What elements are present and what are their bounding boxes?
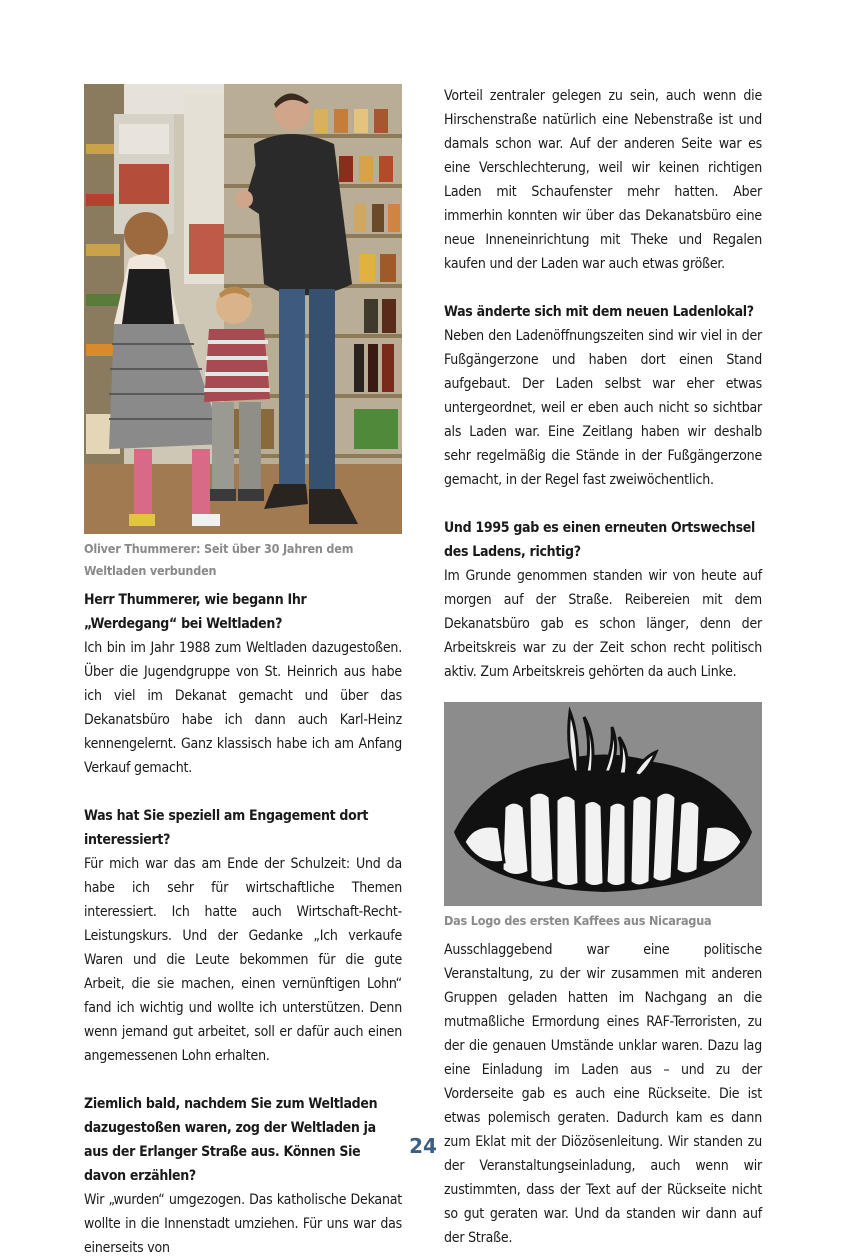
question-4: Was änderte sich mit dem neuen Ladenlokal? [444, 304, 754, 320]
answer-4: Neben den Ladenöffnungszeiten sind wir viel in der Fußgängerzone und haben dort einen Stand aufgebaut. Der Laden selbst war eher etwas untergeordnet, weil er eben auch nicht so sichtbar als Laden war. Eine Zeitlang haben wir deshalb sehr regelmäßig die Stände in der Fußgängerzone gemacht, in der Regel fast zweiwöchentlich. [444, 328, 762, 488]
question-3: Ziemlich bald, nachdem Sie zum Weltladen dazugestoßen waren, zog der Weltladen ja aus der Erlanger Straße aus. Können Sie davon erzählen? [84, 1096, 378, 1184]
question-5: Und 1995 gab es einen erneuten Ortswechsel des Ladens, richtig? [444, 520, 756, 560]
answer-3: Wir „wurden“ umgezogen. Das katholische Dekanat wollte in die Innenstadt umziehen. Für uns war das einerseits von [84, 1192, 402, 1256]
nicaragua-coffee-logo [444, 702, 762, 906]
question-2: Was hat Sie speziell am Engagement dort interessiert? [84, 808, 369, 848]
answer-6: Ausschlaggebend war eine politische Veranstaltung, zu der wir zusammen mit anderen Gruppen geladen hatten im Nachgang an die mutmaßliche Ermordung eines RAF-Terroristen, zu der die genauen Umstände unklar waren. Dazu lag eine Einladung im Laden aus – und zu der Vorderseite gab es auch eine Rückseite. Die ist etwas polemisch geraten. Dadurch kam es dann zum Eklat mit der Diözösenleitung. Wir standen zu der Veranstaltungseinladung, auch wenn wir zustimmten, dass der Text auf der Rückseite nicht so gut geraten war. Und da standen wir dann auf der Straße. [444, 942, 762, 1246]
left-column [84, 84, 402, 1260]
hands-seedling-logo [444, 702, 762, 906]
answer-3-continued: Vorteil zentraler gelegen zu sein, auch wenn die Hirschenstraße natürlich eine Nebenstraße ist und damals schon war. Auf der anderen Seite war es eine Verschlechterung, weil wir keinen richtigen Laden mit Schaufenster mehr hatten. Aber immerhin konnten wir über das Dekanatsbüro eine neue Inneneinrichtung mit Theke und Regalen kaufen und der Laden war auch etwas größer. [444, 88, 762, 272]
shop-photo [84, 84, 402, 534]
answer-2: Für mich war das am Ende der Schulzeit: Und da habe ich sehr für wirtschaftliche Themen interessiert. Ich hatte auch Wirtschaft-Recht-Leistungskurs. Und der Gedanke „Ich verkaufe Waren und die Leute bekommen für die gute Arbeit, die sie machen, einen vernünftigen Lohn“ fand ich wichtig und wollte ich unterstützen. Denn wenn jemand gut arbeitet, soll er dafür auch einen angemessenen Lohn erhalten. [84, 856, 402, 1064]
photo-caption: Oliver Thummerer: Seit über 30 Jahren dem Weltladen verbunden [84, 541, 354, 578]
right-column [444, 84, 762, 1250]
answer-5: Im Grunde genommen standen wir von heute auf morgen auf der Straße. Reibereien mit dem Dekanatsbüro gab es schon länger, denn der Arbeitskreis war zu der Zeit schon recht politisch aktiv. Zum Arbeitskreis gehörten da auch Linke. [444, 568, 762, 680]
page-number: 24 [409, 1134, 437, 1158]
answer-1: Ich bin im Jahr 1988 zum Weltladen dazugestoßen. Über die Jugendgruppe von St. Heinrich aus habe ich viel im Dekanat gemacht und über das Dekanatsbüro habe ich dann auch Karl-Heinz kennengelernt. Ganz klassisch habe ich am Anfang Verkauf gemacht. [84, 640, 402, 776]
question-1: Herr Thummerer, wie begann Ihr „Werdegang“ bei Weltladen? [84, 592, 307, 632]
shop-photo-illustration [84, 84, 402, 534]
logo-caption: Das Logo des ersten Kaffees aus Nicaragua [444, 913, 712, 928]
